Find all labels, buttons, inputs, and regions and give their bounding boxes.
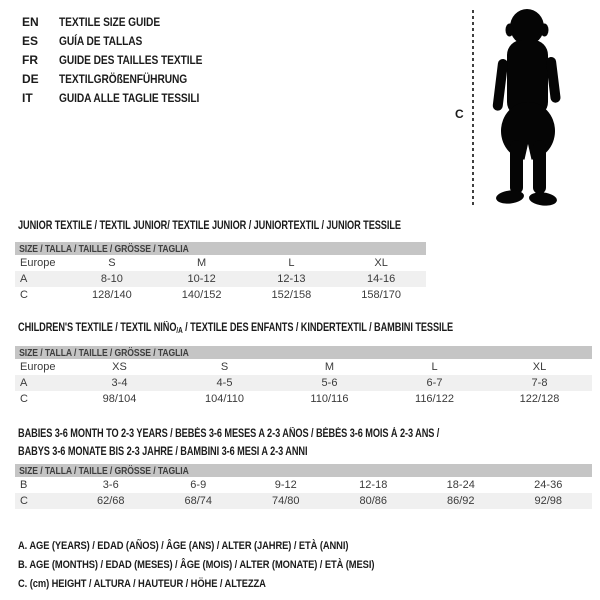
size-header-text: SIZE / TALLA / TAILLE / GRÖSSE / TAGLIA (19, 464, 189, 477)
size-header-bar (15, 346, 592, 359)
table-row-age-months (15, 477, 592, 493)
language-code: EN (22, 15, 39, 29)
size-cell: 3-6 (102, 479, 119, 491)
title-line-2: BABYS 3-6 MONATE BIS 2-3 JAHRE / BAMBINI 3-6 MESI A 2-3 ANNI (18, 446, 308, 458)
size-cell: 80/86 (359, 495, 388, 507)
size-cell: 92/98 (534, 495, 563, 507)
size-header-text: SIZE / TALLA / TAILLE / GRÖSSE / TAGLIA (19, 242, 189, 255)
footnote-a: A. AGE (YEARS) / EDAD (AÑOS) / ÂGE (ANS) / ALTER (JAHRE) / ETÀ (ANNI) (18, 540, 349, 552)
size-cell: 5-6 (321, 377, 338, 389)
table-row-height (15, 493, 592, 509)
title-subscript: /A (176, 326, 183, 335)
measure-label-c: C (455, 107, 464, 121)
title-part: / TEXTILE DES ENFANTS / KINDERTEXTIL / BAMBINI TESSILE (182, 322, 454, 334)
size-cell: 152/158 (271, 289, 312, 301)
row-label: Europe (20, 257, 56, 269)
size-col: XS (112, 361, 127, 373)
size-col: M (197, 257, 207, 269)
size-cell: 12-18 (359, 479, 388, 491)
size-col: L (431, 361, 438, 373)
size-cell: 116/122 (415, 393, 454, 405)
language-list (22, 13, 228, 108)
size-cell: 18-24 (446, 479, 475, 491)
title-line-1: BABIES 3-6 MONTH TO 2-3 YEARS / BEBÉS 3-6 MESES A 2-3 AÑOS / BÉBÉS 3-6 MOIS À 2-3 ANS / (18, 428, 440, 440)
language-code: FR (22, 53, 38, 67)
row-label: B (20, 479, 28, 491)
size-cell: 6-7 (426, 377, 443, 389)
size-cell: 7-8 (531, 377, 548, 389)
table-row-europe (15, 359, 592, 375)
footnotes (18, 537, 437, 594)
size-cell: 12-13 (277, 273, 306, 285)
size-cell: 9-12 (274, 479, 297, 491)
size-cell: 4-5 (216, 377, 233, 389)
size-header-bar (15, 464, 592, 477)
footnote-b: B. AGE (MONTHS) / EDAD (MESES) / ÂGE (MOIS) / ALTER (MONATE) / ETÀ (MESI) (18, 559, 375, 571)
language-row-en (22, 13, 228, 32)
size-cell: 14-16 (367, 273, 396, 285)
size-cell: 122/128 (519, 393, 560, 405)
table-row-height (15, 391, 592, 407)
size-col: L (288, 257, 295, 269)
row-label: Europe (20, 361, 56, 373)
size-col: M (324, 361, 335, 373)
language-code: ES (22, 34, 39, 48)
size-table-junior (15, 242, 426, 303)
size-cell: 8-10 (100, 273, 123, 285)
height-measure-dashed-line (472, 10, 474, 206)
size-header-bar (15, 242, 426, 255)
size-col: S (108, 257, 116, 269)
footnote-c: C. (cm) HEIGHT / ALTURA / HAUTEUR / HÖHE / ALTEZZA (18, 578, 266, 590)
size-cell: 3-4 (111, 377, 128, 389)
table-row-europe (15, 255, 426, 271)
size-cell: 6-9 (190, 479, 207, 491)
section-title-children (18, 319, 453, 340)
size-cell: 10-12 (187, 273, 216, 285)
row-label: C (20, 393, 28, 405)
size-cell: 128/140 (91, 289, 132, 301)
section-title-junior: JUNIOR TEXTILE / TEXTIL JUNIOR/ TEXTILE JUNIOR / JUNIORTEXTIL / JUNIOR TESSILE (18, 220, 401, 232)
language-row-es (22, 32, 228, 51)
size-cell: 158/170 (361, 289, 401, 301)
row-label: A (20, 377, 28, 389)
size-col: XL (374, 257, 388, 269)
language-code: DE (22, 72, 39, 86)
size-cell: 104/110 (205, 393, 244, 405)
row-label: C (20, 495, 28, 507)
size-col: S (220, 361, 229, 373)
row-label: A (20, 273, 28, 285)
language-label: GUIDE DES TAILLES TEXTILE (59, 53, 203, 67)
size-cell: 74/80 (271, 495, 300, 507)
size-cell: 140/152 (181, 289, 222, 301)
size-col: XL (532, 361, 547, 373)
section-title-babies (18, 425, 439, 461)
title-part: CHILDREN'S TEXTILE / TEXTIL NIÑO (18, 322, 177, 334)
baby-silhouette (477, 7, 577, 207)
table-row-age (15, 375, 592, 391)
size-cell: 98/104 (102, 393, 137, 405)
size-cell: 110/116 (310, 393, 349, 405)
table-row-age (15, 271, 426, 287)
size-cell: 68/74 (184, 495, 213, 507)
language-row-fr (22, 51, 228, 70)
language-label: TEXTILGRÖßENFÜHRUNG (59, 72, 188, 86)
language-row-de (22, 70, 228, 89)
size-table-children (15, 346, 592, 407)
language-code: IT (22, 91, 33, 105)
size-cell: 24-36 (534, 479, 563, 491)
size-cell: 62/68 (96, 495, 125, 507)
language-label: GUÍA DE TALLAS (59, 34, 143, 48)
language-row-it (22, 89, 228, 108)
language-label: TEXTILE SIZE GUIDE (59, 15, 161, 29)
language-label: GUIDA ALLE TAGLIE TESSILI (59, 91, 200, 105)
size-table-babies (15, 464, 592, 509)
row-label: C (20, 289, 28, 301)
size-header-text: SIZE / TALLA / TAILLE / GRÖSSE / TAGLIA (19, 346, 189, 359)
table-row-height (15, 287, 426, 303)
size-cell: 86/92 (446, 495, 475, 507)
